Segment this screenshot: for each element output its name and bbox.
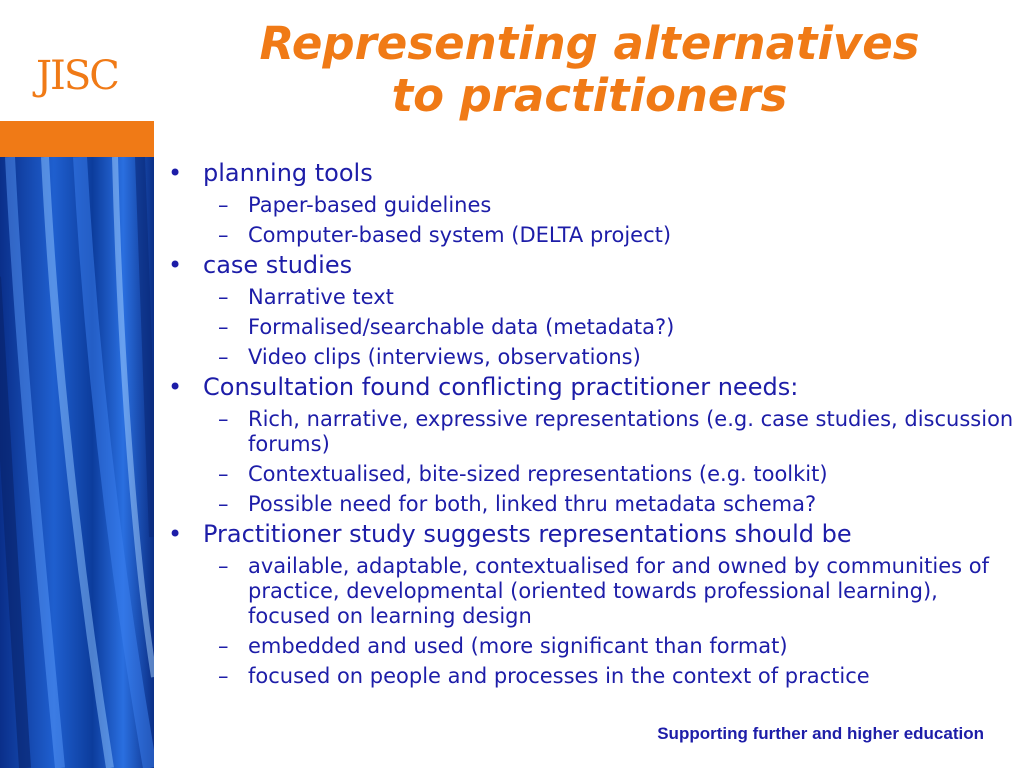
bullet-practitioner-study <box>168 519 1018 549</box>
dash-marker: – <box>218 407 229 431</box>
dash-marker: – <box>218 315 229 339</box>
bullet-planning-tools <box>168 158 1018 188</box>
dash-marker: – <box>218 193 229 217</box>
sub-bullet <box>168 407 1018 457</box>
sub-bullet-text: Formalised/searchable data (metadata?) <box>248 315 675 339</box>
sub-bullet <box>168 285 1018 310</box>
bullet-marker: • <box>168 520 183 548</box>
sub-bullet-text: embedded and used (more significant than format) <box>248 634 788 658</box>
dash-marker: – <box>218 554 229 578</box>
bullet-text: planning tools <box>203 159 373 187</box>
bullet-marker: • <box>168 373 183 401</box>
bullet-text: Practitioner study suggests representations should be <box>203 520 852 548</box>
dash-marker: – <box>218 634 229 658</box>
title-line-1: Representing alternatives <box>259 17 920 70</box>
dash-marker: – <box>218 345 229 369</box>
sub-bullet-text: Rich, narrative, expressive representations (e.g. case studies, discussion forums) <box>248 407 1014 456</box>
dash-marker: – <box>218 462 229 486</box>
sub-bullet <box>168 492 1018 517</box>
sub-bullet <box>168 193 1018 218</box>
sub-bullet-text: Possible need for both, linked thru metadata schema? <box>248 492 817 516</box>
bullet-list <box>168 156 1018 689</box>
bullet-consultation <box>168 372 1018 402</box>
dash-marker: – <box>218 285 229 309</box>
sub-bullet-text: available, adaptable, contextualised for and owned by communities of practice, developmental (oriented towards professional learning), focused on learning design <box>248 554 989 628</box>
dash-marker: – <box>218 223 229 247</box>
sub-bullet-text: Paper-based guidelines <box>248 193 492 217</box>
sub-bullet <box>168 315 1018 340</box>
sub-bullet-text: Video clips (interviews, observations) <box>248 345 641 369</box>
sub-bullet <box>168 634 1018 659</box>
left-sidebar <box>0 0 154 768</box>
decorative-blue-panel <box>0 157 154 768</box>
sub-bullet-text: Narrative text <box>248 285 394 309</box>
sub-bullet-text: Contextualised, bite-sized representations (e.g. toolkit) <box>248 462 828 486</box>
sub-bullet-text: focused on people and processes in the context of practice <box>248 664 870 688</box>
sub-bullet-text: Computer-based system (DELTA project) <box>248 223 672 247</box>
dash-marker: – <box>218 492 229 516</box>
title-line-2: to practitioners <box>391 69 788 122</box>
sub-bullet <box>168 664 1018 689</box>
sub-bullet <box>168 462 1018 487</box>
sub-bullet <box>168 345 1018 370</box>
decorative-streaks <box>0 157 154 768</box>
sub-bullet <box>168 223 1018 248</box>
bullet-case-studies <box>168 250 1018 280</box>
slide-title <box>155 18 1024 122</box>
dash-marker: – <box>218 664 229 688</box>
jisc-logo: JISC <box>36 53 118 99</box>
bullet-marker: • <box>168 159 183 187</box>
logo-area <box>0 0 154 121</box>
sub-bullet <box>168 554 1018 629</box>
footer-tagline: Supporting further and higher education <box>657 724 984 743</box>
bullet-marker: • <box>168 251 183 279</box>
bullet-text: Consultation found conflicting practitioner needs: <box>203 373 799 401</box>
bullet-text: case studies <box>203 251 353 279</box>
orange-band <box>0 121 154 157</box>
